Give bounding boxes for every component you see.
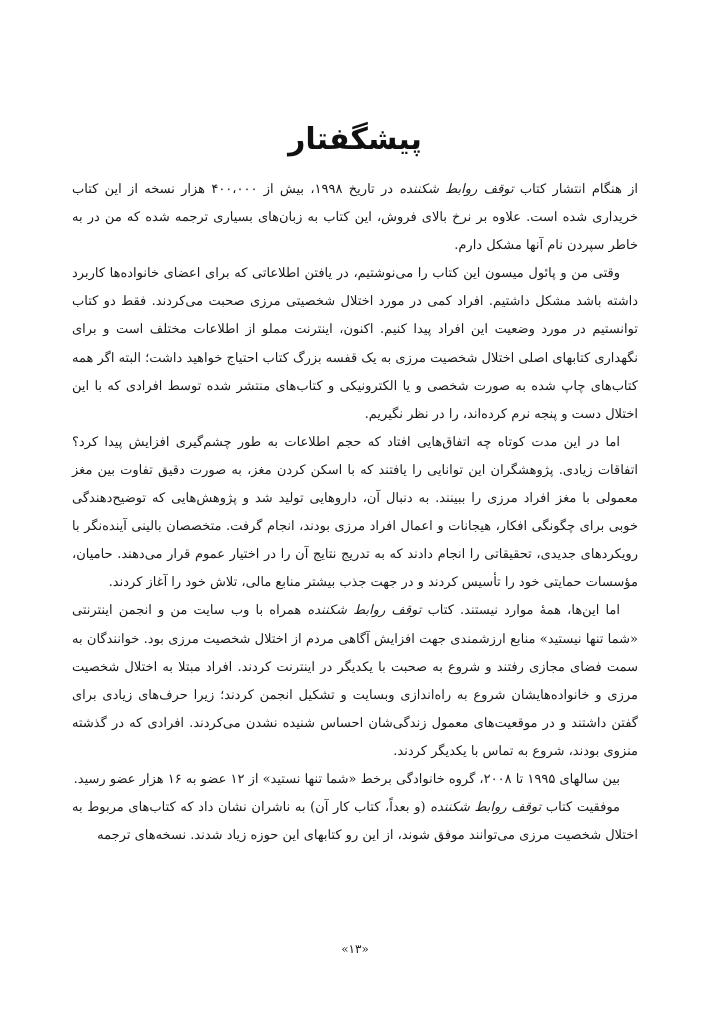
paragraph-3 — [72, 429, 638, 598]
book-title-italic: توقف روابط شکننده — [399, 182, 514, 197]
body-text — [72, 176, 638, 850]
paragraph-5 — [72, 766, 638, 794]
paragraph-4-text-a: اما این‌ها، همهٔ موارد نیستند. کتاب — [421, 603, 620, 619]
paragraph-2 — [72, 260, 638, 429]
paragraph-1-text-a: از هنگام انتشار کتاب — [513, 182, 638, 197]
paragraph-4-text-b: همراه با وب سایت من و انجمن اینترنتی «شما تنها نیستید» منابع ارزشمندی جهت افزایش آگاهی مردم از اختلال شخصیت مرزی بود. خوانندگان به سمت فضای مجازی رفتند و شروع به صحبت با یکدیگر در اینترنت کردند. افراد مبتلا به اختلال شخصیت مرزی و خانواده‌هایشان شروع به راه‌اندازی وبسایت و تشکیل انجمن کردند؛ زیرا حرف‌های زیادی برای گفتن داشتند و در موقعیت‌های معمول زندگی‌شان احساس شنیده نشدن می‌کردند. افرادی که در گذشته منزوی بودند، شروع به تماس با یکدیگر کردند. — [72, 603, 638, 759]
paragraph-6-text-b: (و بعداً، کتاب کار آن) به ناشران نشان داد که کتاب‌های مربوط به اختلال شخصیت مرزی می‌توانند موفق شوند، از این رو کتابهای این حوزه زیاد شدند. نسخه‌های ترجمه — [72, 800, 638, 844]
paragraph-4 — [72, 597, 638, 766]
paragraph-3-text: اما در این مدت کوتاه چه اتفاق‌هایی افتاد که حجم اطلاعات به طور چشم‌گیری افزایش پیدا کرد؟ اتفاقات زیادی. پژوهشگران این توانایی را یافتند که با اسکن کردن مغز، به صورت دقیق تفاوت بین مغز معمولی با مغز افراد مرزی را ببینند. به دنبال آن، داروهایی تولید شد و پژوهش‌هایی که توضیح‌دهندگی خوبی برای چگونگی افکار، هیجانات و اعمال افراد مرزی بودند، انجام گرفت. متخصصان بالینی آینده‌نگر با رویکردهای جدیدی، تحقیقاتی را انجام دادند که به تدریج نتایج آن را در اختیار عموم قرار می‌دهند. حامیان، مؤسسات حمایتی خود را تأسیس کردند و در جهت جذب بیشتر منابع مالی، تلاش خود را آغاز کردند. — [72, 434, 638, 591]
book-title-italic: توقف روابط شکننده — [430, 800, 542, 816]
paragraph-6-text-a: موفقیت کتاب — [541, 800, 620, 816]
paragraph-1 — [72, 176, 638, 260]
page-number: «۱۳» — [341, 942, 369, 956]
paragraph-6 — [72, 794, 638, 850]
paragraph-1-text-b: در تاریخ ۱۹۹۸، بیش از ۴۰۰،۰۰۰ هزار نسخه از این کتاب خریداری شده است. علاوه بر نرخ بالای فروش، این کتاب به زبان‌های بسیاری ترجمه شده که من در به خاطر سپردن نام آنها مشکل دارم. — [72, 182, 638, 254]
paragraph-5-text: بین سالهای ۱۹۹۵ تا ۲۰۰۸، گروه خانوادگی برخط «شما تنها نستید» از ۱۲ عضو به ۱۶ هزار عضو رسید. — [73, 771, 620, 787]
paragraph-2-text: وقتی من و پائول میسون این کتاب را می‌نوشتیم، در یافتن اطلاعاتی که برای اعضای خانواده‌ها کاربرد داشته باشد مشکل داشتیم. افراد کمی در مورد اختلال شخصیتی مرزی صحبت می‌کردند. فقط دو کتاب توانستیم در مورد وضعیت این افراد پیدا کنیم. اکنون، اینترنت مملو از اطلاعات مختلف است و برای نگهداری کتابهای اصلی اختلال شخصیت مرزی به یک قفسه بزرگ کتاب احتیاج خواهید داشت؛ البته اگر همه کتاب‌های چاپ شده به صورت شخصی و یا الکترونیکی و کتاب‌های منتشر شده توسط افرادی که با این اختلال دست و پنجه نرم کرده‌اند، را در نظر نگیریم. — [72, 266, 638, 422]
book-title-italic: توقف روابط شکننده — [307, 603, 422, 619]
page-title: پیشگفتار — [288, 122, 422, 158]
